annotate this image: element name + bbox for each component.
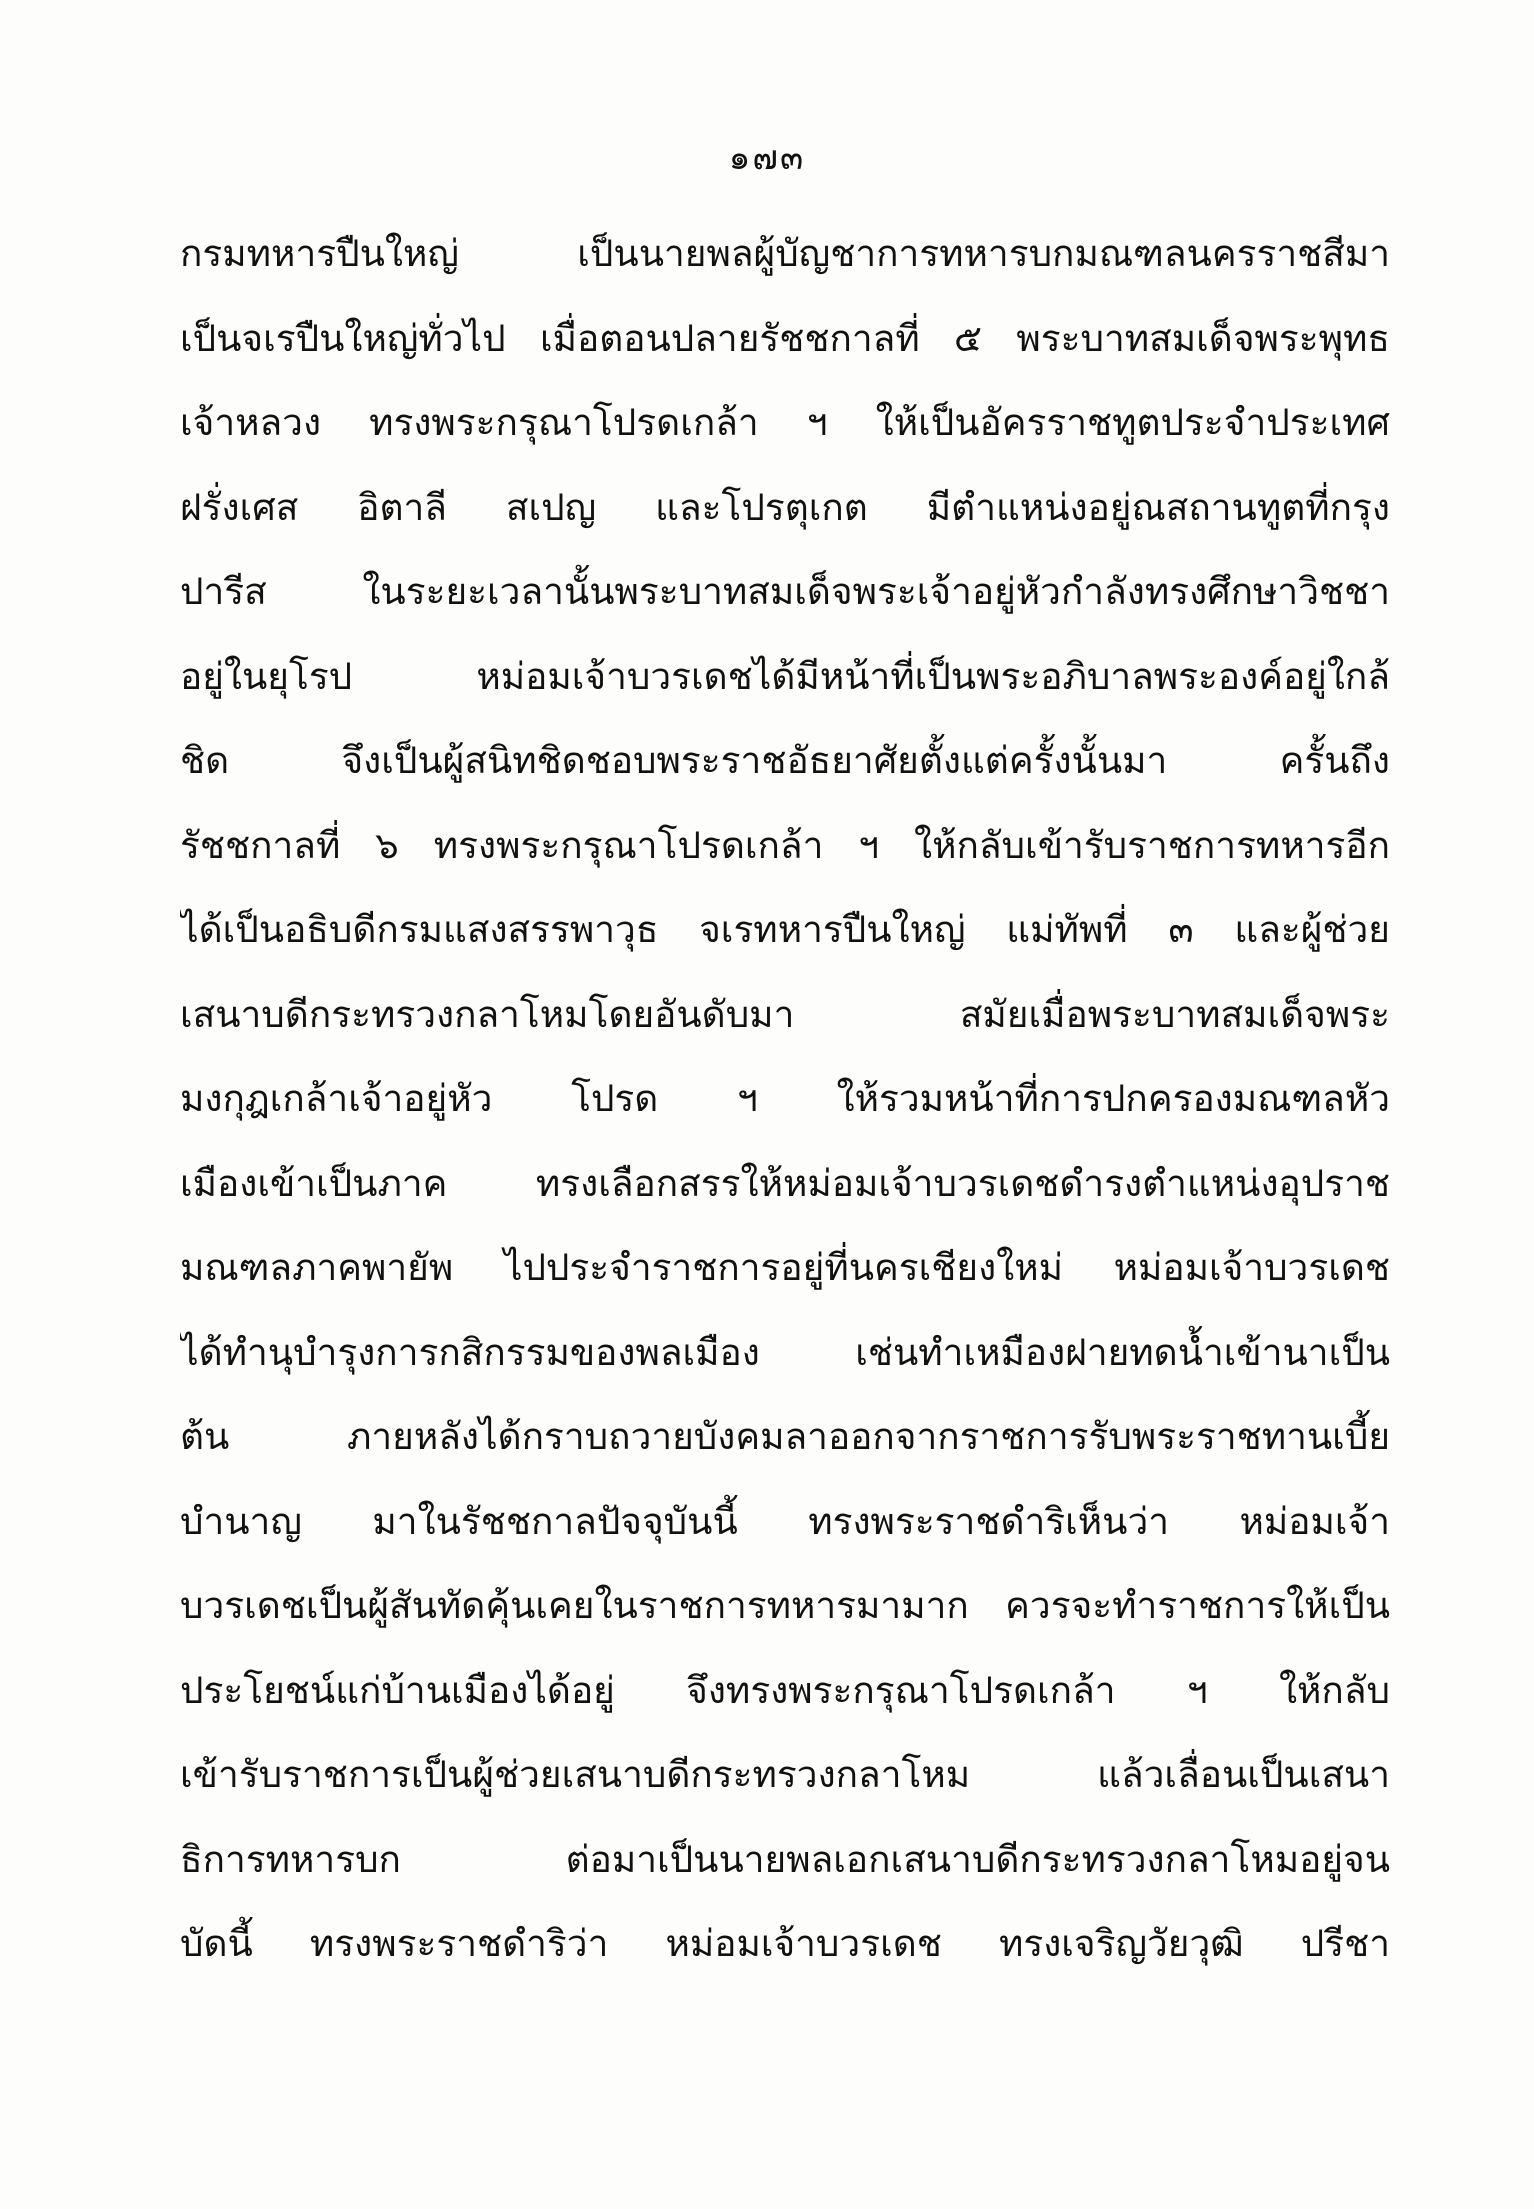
text-line: รัชชกาลที่ ๖ ทรงพระกรุณาโปรดเกล้า ฯ ให้กลับเข้ารับราชการทหารอีก (180, 823, 1390, 867)
text-line: เมืองเข้าเป็นภาค ทรงเลือกสรรให้หม่อมเจ้าบวรเดชดำรงตำแหน่งอุปราช (180, 1161, 1390, 1205)
text-line: ต้น ภายหลังได้กราบถวายบังคมลาออกจากราชการรับพระราชทานเบี้ย (180, 1415, 1390, 1458)
text-line: ประโยชน์แก่บ้านเมืองได้อยู่ จึงทรงพระกรุณาโปรดเกล้า ฯ ให้กลับ (180, 1668, 1390, 1712)
text-line: ได้เป็นอธิบดีกรมแสงสรรพาวุธ จเรทหารปืนใหญ่ แม่ทัพที่ ๓ และผู้ช่วย (180, 908, 1390, 951)
text-line: ธิการทหารบก ต่อมาเป็นนายพลเอกเสนาบดีกระทรวงกลาโหมอยู่จน (180, 1837, 1390, 1881)
text-line: มณฑลภาคพายัพ ไปประจำราชการอยู่ที่นครเชียงใหม่ หม่อมเจ้าบวรเดช (180, 1246, 1390, 1289)
body-text (180, 212, 1390, 1987)
text-line: บวรเดชเป็นผู้สันทัดคุ้นเคยในราชการทหารมามาก ควรจะทำราชการให้เป็น (180, 1584, 1390, 1627)
text-line: กรมทหารปืนใหญ่ เป็นนายพลผู้บัญชาการทหารบกมณฑลนครราชสีมา (180, 232, 1390, 275)
text-line: เสนาบดีกระทรวงกลาโหมโดยอันดับมา สมัยเมื่อพระบาทสมเด็จพระ (180, 992, 1390, 1036)
text-line: เป็นจเรปืนใหญ่ทั่วไป เมื่อตอนปลายรัชชกาลที่ ๕ พระบาทสมเด็จพระพุทธ (180, 316, 1390, 360)
text-line: อยู่ในยุโรป หม่อมเจ้าบวรเดชได้มีหน้าที่เป็นพระอภิบาลพระองค์อยู่ใกล้ (180, 654, 1390, 698)
text-line: บัดนี้ ทรงพระราชดำริว่า หม่อมเจ้าบวรเดช ทรงเจริญวัยวุฒิ ปรีชา (180, 1922, 1390, 1965)
text-line: บำนาญ มาในรัชชกาลปัจจุบันนี้ ทรงพระราชดำริเห็นว่า หม่อมเจ้า (180, 1499, 1390, 1543)
text-line: ฝรั่งเศส อิตาลี สเปญ และโปรตุเกต มีตำแหน่งอยู่ณสถานทูตที่กรุง (180, 485, 1390, 529)
text-line: มงกุฎเกล้าเจ้าอยู่หัว โปรด ฯ ให้รวมหน้าที่การปกครองมณฑลหัว (180, 1077, 1390, 1120)
text-line: ชิด จึงเป็นผู้สนิทชิดชอบพระราชอัธยาศัยตั้งแต่ครั้งนั้นมา ครั้นถึง (180, 739, 1390, 782)
text-line: เจ้าหลวง ทรงพระกรุณาโปรดเกล้า ฯ ให้เป็นอัครราชทูตประจำประเทศ (180, 401, 1390, 444)
page-number: ๑๗๓ (728, 138, 806, 178)
text-line: ได้ทำนุบำรุงการกสิกรรมของพลเมือง เช่นทำเหมืองฝายทดน้ำเข้านาเป็น (180, 1330, 1390, 1374)
text-line: ปารีส ในระยะเวลานั้นพระบาทสมเด็จพระเจ้าอยู่หัวกำลังทรงศึกษาวิชชา (180, 570, 1390, 613)
text-line: เข้ารับราชการเป็นผู้ช่วยเสนาบดีกระทรวงกลาโหม แล้วเลื่อนเป็นเสนา (180, 1753, 1390, 1796)
